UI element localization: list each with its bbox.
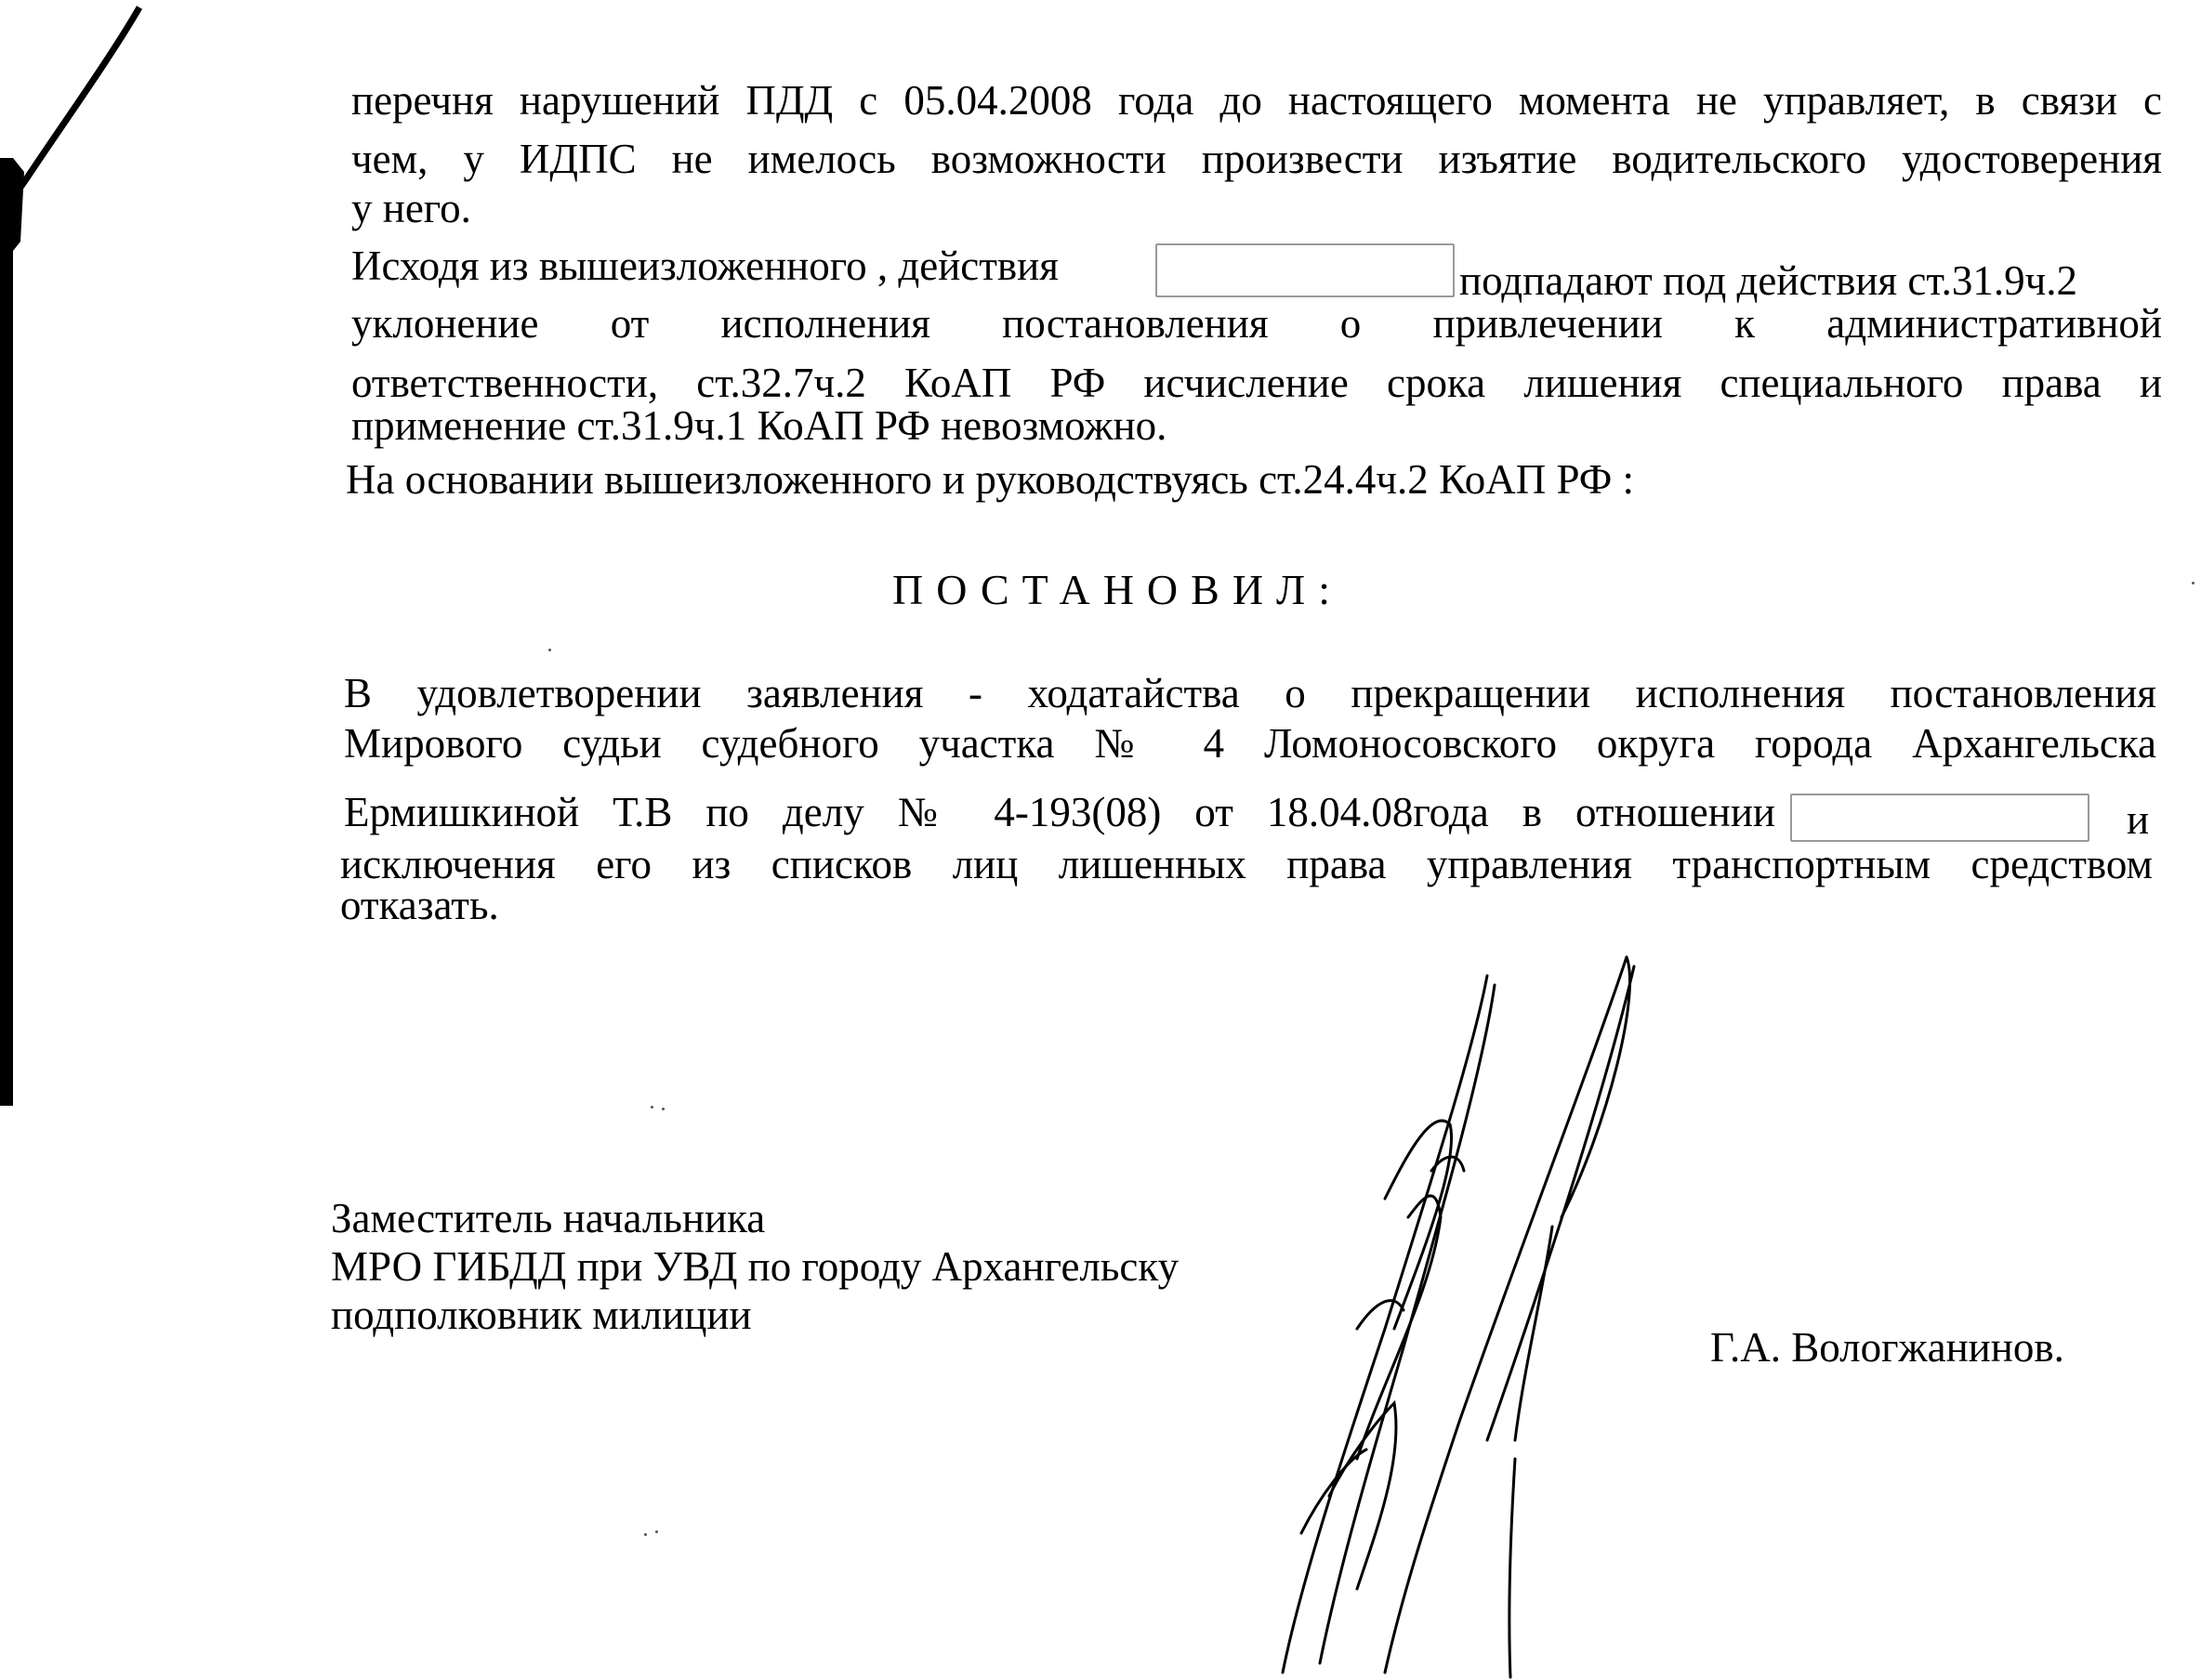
paragraph1-line1: перечня нарушений ПДД с 05.04.2008 года до настоящего момента не управляет, в связи с <box>351 77 2162 124</box>
ruling-line2: Мирового судьи судебного участка № 4 Ломоносовского округа города Архангельска <box>344 720 2156 767</box>
ruling-heading: ПОСТАНОВИЛ: <box>892 566 1344 613</box>
ruling-line4: исключения его из списков лиц лишенных права управления транспортным средством <box>340 841 2153 887</box>
ruling-line5: отказать. <box>340 882 499 928</box>
paragraph1-line2: чем, у ИДПС не имелось возможности произвести изъятие водительского удостоверения <box>351 136 2162 182</box>
scan-edge-mark <box>0 0 186 1208</box>
paragraph2-line1-end: подпадают под действия ст.31.9ч.2 <box>1459 257 2077 304</box>
scan-speck <box>655 1530 658 1533</box>
signatory-position <box>331 1194 1179 1339</box>
handwritten-signature <box>1245 938 1673 1680</box>
scan-speck <box>2192 582 2194 584</box>
paragraph2-line4: применение ст.31.9ч.1 КоАП РФ невозможно. <box>351 402 1167 449</box>
signatory-position-line3: подполковник милиции <box>331 1292 752 1338</box>
scan-speck <box>662 1108 665 1110</box>
paragraph2-line2: уклонение от исполнения постановления о привлечении к административной <box>351 300 2162 347</box>
paragraph3-line1: На основании вышеизложенного и руководствуясь ст.24.4ч.2 КоАП РФ : <box>346 456 1635 503</box>
ruling-line1: В удовлетворении заявления - ходатайства о прекращении исполнения постановления <box>344 670 2156 716</box>
paragraph1-line3: у него. <box>351 185 471 231</box>
ruling-line3-end: и <box>2127 796 2150 843</box>
redacted-name-box-2 <box>1790 794 2089 842</box>
scan-speck <box>644 1533 647 1536</box>
signatory-position-line1: Заместитель начальника <box>331 1195 766 1241</box>
redacted-name-box <box>1155 243 1455 297</box>
scan-speck <box>548 649 551 651</box>
signatory-position-line2: МРО ГИБДД при УВД по городу Архангельску <box>331 1243 1180 1290</box>
paragraph2-line3: ответственности, ст.32.7ч.2 КоАП РФ исчисление срока лишения специального права и <box>351 360 2162 406</box>
signatory-name: Г.А. Вологжанинов. <box>1710 1324 2064 1371</box>
ruling-line3-start: Ермишкиной Т.В по делу № 4-193(08) от 18.04.08года в отношении <box>344 789 1775 835</box>
scan-speck <box>651 1106 653 1109</box>
paragraph2-line1-start: Исходя из вышеизложенного , действия <box>351 243 1059 289</box>
